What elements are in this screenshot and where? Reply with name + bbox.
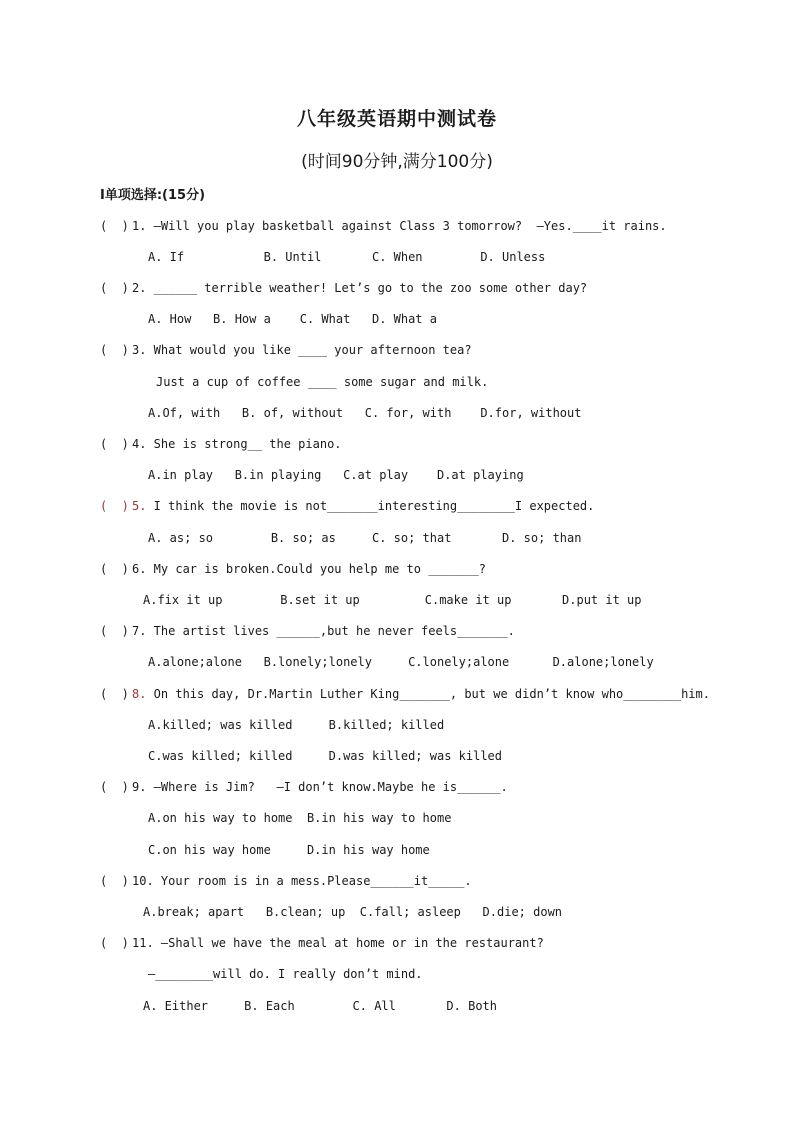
question-5 <box>100 498 594 514</box>
question-number: 1. <box>132 219 147 233</box>
question-10-options: A.break; apart B.clean; up C.fall; asleep D.die; down <box>143 905 563 919</box>
question-number: 6. <box>132 562 147 576</box>
question-text: —Shall we have the meal at home or in the restaurant? <box>153 936 544 950</box>
question-11-options: A. Either B. Each C. All D. Both <box>143 999 498 1013</box>
question-number: 2. <box>132 281 147 295</box>
question-number: 9. <box>132 780 147 794</box>
question-9-options-c-d: C.on his way home D.in his way home <box>148 843 430 857</box>
question-number: 10. <box>132 874 154 888</box>
question-1-options: A. If B. Until C. When D. Unless <box>148 250 546 264</box>
question-text: —Where is Jim? —I don’t know.Maybe he is______. <box>146 780 508 794</box>
question-number: 3. <box>132 343 147 357</box>
answer-blank[interactable]: ( ) <box>100 281 129 295</box>
question-text: ______ terrible weather! Let’s go to the zoo some other day? <box>146 281 588 295</box>
question-text: —Will you play basketball against Class 3 tomorrow? —Yes.____it rains. <box>146 219 667 233</box>
answer-blank[interactable]: ( ) <box>100 687 129 701</box>
answer-blank[interactable]: ( ) <box>100 499 129 513</box>
question-text: What would you like ____ your afternoon tea? <box>146 343 472 357</box>
question-1 <box>100 218 667 234</box>
question-11 <box>100 935 544 951</box>
question-text: My car is broken.Could you help me to _______? <box>146 562 487 576</box>
question-10 <box>100 873 472 889</box>
question-2-options: A. How B. How a C. What D. What a <box>148 312 437 326</box>
question-3-options: A.Of, with B. of, without C. for, with D.for, without <box>148 406 582 420</box>
question-text: The artist lives ______,but he never feels_______. <box>146 624 515 638</box>
question-6-options: A.fix it up B.set it up C.make it up D.put it up <box>143 593 642 607</box>
answer-blank[interactable]: ( ) <box>100 562 129 576</box>
question-text: She is strong__ the piano. <box>146 437 342 451</box>
question-number: 7. <box>132 624 147 638</box>
answer-blank[interactable]: ( ) <box>100 780 129 794</box>
question-text: On this day, Dr.Martin Luther King_______, but we didn’t know who________him. <box>146 687 710 701</box>
answer-blank[interactable]: ( ) <box>100 437 129 451</box>
answer-blank[interactable]: ( ) <box>100 343 129 357</box>
answer-blank[interactable]: ( ) <box>100 624 129 638</box>
question-number: 8. <box>132 687 147 701</box>
question-7 <box>100 623 515 639</box>
question-number: 4. <box>132 437 147 451</box>
question-text: Your room is in a mess.Please______it_____. <box>153 874 472 888</box>
question-number: 11. <box>132 936 154 950</box>
question-11-continuation: —________will do. I really don’t mind. <box>148 967 423 981</box>
question-9-options-a-b: A.on his way to home B.in his way to home <box>148 811 452 825</box>
question-4 <box>100 436 342 452</box>
answer-blank[interactable]: ( ) <box>100 219 129 233</box>
question-4-options: A.in play B.in playing C.at play D.at playing <box>148 468 524 482</box>
question-2 <box>100 280 587 296</box>
question-3-continuation: Just a cup of coffee ____ some sugar and milk. <box>156 375 489 389</box>
answer-blank[interactable]: ( ) <box>100 874 129 888</box>
question-8-options-c-d: C.was killed; killed D.was killed; was killed <box>148 749 503 763</box>
question-3 <box>100 342 472 358</box>
question-8 <box>100 686 710 702</box>
question-7-options: A.alone;alone B.lonely;lonely C.lonely;alone D.alone;lonely <box>148 655 654 669</box>
question-number: 5. <box>132 499 147 513</box>
answer-blank[interactable]: ( ) <box>100 936 129 950</box>
question-6 <box>100 561 486 577</box>
question-8-options-a-b: A.killed; was killed B.killed; killed <box>148 718 445 732</box>
question-9 <box>100 779 508 795</box>
page-title: 八年级英语期中测试卷 <box>296 108 497 130</box>
page-subtitle: (时间90分钟,满分100分) <box>301 152 493 172</box>
section-heading: Ⅰ单项选择:(15分) <box>100 188 206 203</box>
question-5-options: A. as; so B. so; as C. so; that D. so; than <box>148 531 582 545</box>
question-text: I think the movie is not_______interesting________I expected. <box>146 499 595 513</box>
